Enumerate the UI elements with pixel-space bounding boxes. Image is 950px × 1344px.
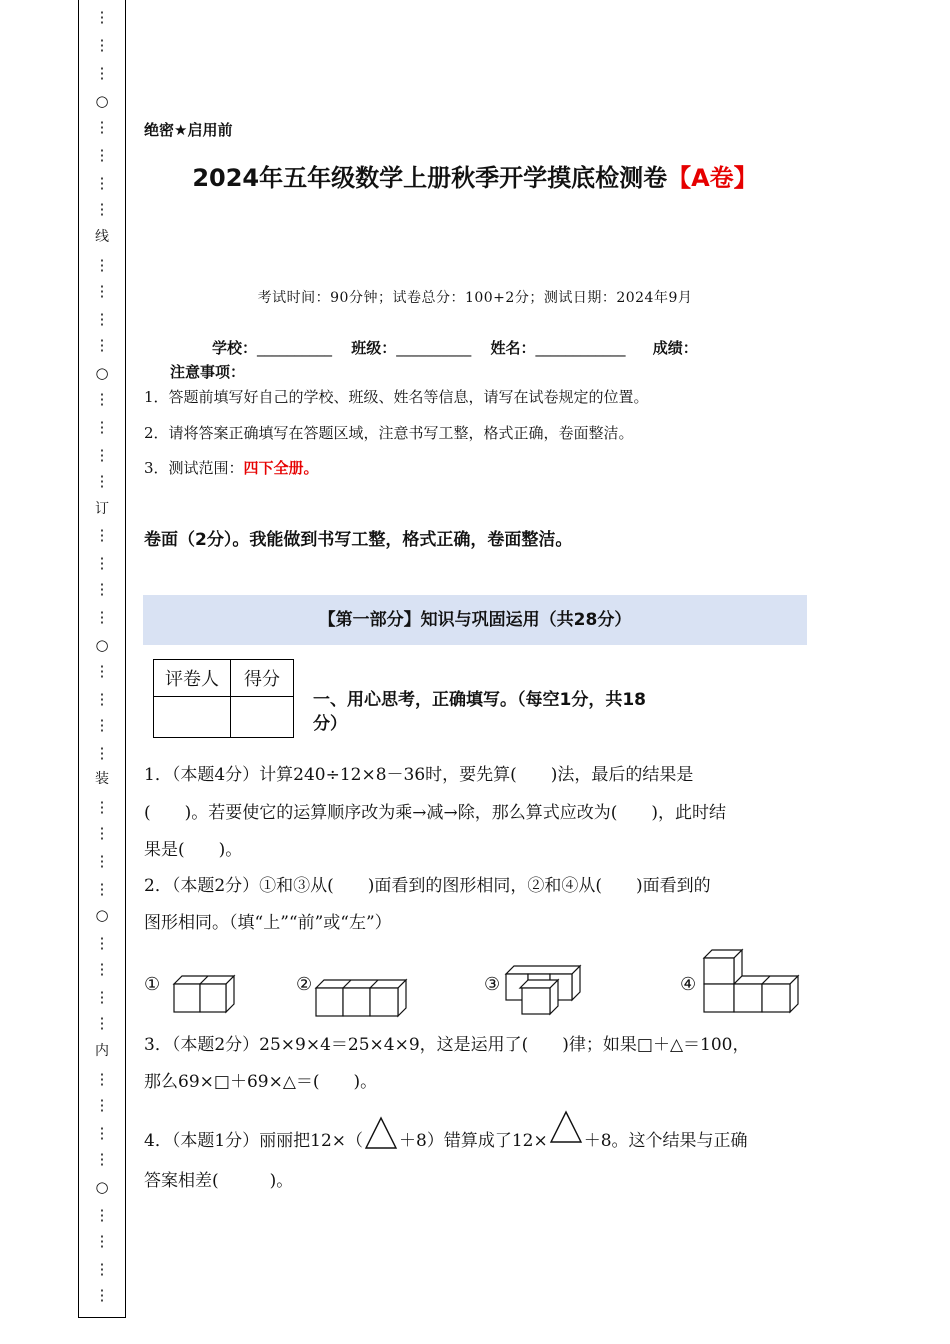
cube-figure-2 (312, 974, 410, 1018)
cube-figure-1 (170, 968, 240, 1016)
dots: ⋮ (94, 36, 110, 54)
dots: ⋮ (94, 1070, 110, 1088)
q4-part1: 4．（本题1分）丽丽把12×（ (144, 1131, 364, 1151)
grader-header: 评卷人 (154, 660, 231, 697)
q4-line1 (144, 1110, 748, 1154)
binding-label-zhuang: 装 (95, 771, 109, 787)
q1-line1: 1．（本题4分）计算240÷12×8－36时，要先算( )法，最后的结果是 (144, 765, 694, 785)
title-main: 2024年五年级数学上册秋季开学摸底检测卷 (192, 164, 668, 192)
circle-mark: ○ (95, 636, 109, 654)
dots: ⋮ (94, 336, 110, 354)
school-blank[interactable]: __________ (257, 339, 333, 357)
cube-group-1 (174, 976, 234, 1012)
q2-line1: 2．（本题2分）①和③从( )面看到的图形相同，②和④从( )面看到的 (144, 876, 711, 896)
circle-mark: ○ (95, 364, 109, 382)
name-label: 姓名： (490, 339, 536, 357)
circle-mark: ○ (95, 92, 109, 110)
neatness-note: 卷面（2分）。我能做到书写工整，格式正确，卷面整洁。 (144, 530, 573, 550)
dots: ⋮ (94, 716, 110, 734)
cube-figure-4 (700, 948, 802, 1016)
dots: ⋮ (94, 446, 110, 464)
dots: ⋮ (94, 390, 110, 408)
note-item-3-prefix: 3．测试范围： (144, 459, 244, 477)
figure-label-3: ③ (484, 974, 501, 995)
binding-label-ding: 订 (95, 501, 109, 517)
cube-group-4 (704, 950, 798, 1012)
section-title-line1: 一、用心思考，正确填写。（每空1分，共18 (313, 690, 646, 710)
dots: ⋮ (94, 174, 110, 192)
dots: ⋮ (94, 852, 110, 870)
page-title (0, 158, 950, 193)
cube-figure-3 (500, 960, 586, 1018)
dots: ⋮ (94, 1150, 110, 1168)
school-label: 学校： (212, 339, 258, 357)
q1-line2: ( )。若要使它的运算顺序改为乘→减→除，那么算式应改为( )，此时结 (144, 803, 727, 823)
score-cell[interactable] (231, 697, 294, 738)
dots: ⋮ (94, 1286, 110, 1304)
dots: ⋮ (94, 1014, 110, 1032)
dots: ⋮ (94, 662, 110, 680)
dots: ⋮ (94, 118, 110, 136)
score-label: 成绩： (652, 339, 698, 357)
dots: ⋮ (94, 200, 110, 218)
dots: ⋮ (94, 824, 110, 842)
cube-group-2 (316, 980, 406, 1016)
figure-label-1: ① (144, 974, 161, 995)
dots: ⋮ (94, 744, 110, 762)
dots: ⋮ (94, 1096, 110, 1114)
dots: ⋮ (94, 1206, 110, 1224)
dots: ⋮ (94, 146, 110, 164)
grader-cell[interactable] (154, 697, 231, 738)
dots: ⋮ (94, 988, 110, 1006)
score-header: 得分 (231, 660, 294, 697)
note-item-3 (144, 457, 319, 478)
dots: ⋮ (94, 960, 110, 978)
triangle-icon (364, 1116, 398, 1150)
dots: ⋮ (94, 282, 110, 300)
dots: ⋮ (94, 64, 110, 82)
dots: ⋮ (94, 418, 110, 436)
note-item-1: 1．答题前填写好自己的学校、班级、姓名等信息，请写在试卷规定的位置。 (144, 388, 649, 406)
dots: ⋮ (94, 1124, 110, 1142)
grader-table (153, 659, 294, 738)
dots: ⋮ (94, 526, 110, 544)
dots: ⋮ (94, 580, 110, 598)
dots: ⋮ (94, 608, 110, 626)
note-item-2: 2．请将答案正确填写在答题区域，注意书写工整，格式正确，卷面整洁。 (144, 424, 634, 442)
class-label: 班级： (351, 339, 397, 357)
binding-label-nei: 内 (95, 1043, 109, 1059)
dots: ⋮ (94, 256, 110, 274)
circle-mark: ○ (95, 906, 109, 924)
info-fields (212, 337, 698, 358)
cube-group-3 (506, 966, 580, 1014)
binding-label-line: 线 (95, 229, 109, 245)
exam-info: 考试时间：90分钟；试卷总分：100+2分；测试日期：2024年9月 (257, 290, 693, 306)
name-blank[interactable]: ____________ (535, 339, 626, 357)
dots: ⋮ (94, 1232, 110, 1250)
title-tag: 【A卷】 (667, 164, 758, 192)
triangle-icon (549, 1110, 583, 1144)
circle-mark: ○ (95, 1178, 109, 1196)
dots: ⋮ (94, 472, 110, 490)
section-banner (143, 595, 807, 645)
q1-line3: 果是( )。 (144, 840, 243, 860)
class-blank[interactable]: __________ (396, 339, 472, 357)
dots: ⋮ (94, 8, 110, 26)
q3-line2: 那么69×□＋69×△＝( )。 (144, 1072, 378, 1092)
test-scope: 四下全册。 (243, 459, 319, 477)
figure-label-2: ② (296, 974, 313, 995)
section-title-line2: 分） (313, 714, 347, 734)
section-title (313, 688, 646, 736)
q2-line2: 图形相同。（填“上”“前”或“左”） (144, 913, 392, 933)
q4-line2: 答案相差( )。 (144, 1171, 294, 1191)
q3-line1: 3．（本题2分）25×9×4＝25×4×9，这是运用了( )律；如果□＋△＝100， (144, 1035, 750, 1055)
notes-heading: 注意事项： (170, 363, 246, 381)
figure-label-4: ④ (680, 974, 697, 995)
section-banner-title: 【第一部分】知识与巩固运用（共28分） (318, 610, 632, 630)
binding-margin (78, 0, 126, 1318)
dots: ⋮ (94, 798, 110, 816)
dots: ⋮ (94, 1260, 110, 1278)
dots: ⋮ (94, 310, 110, 328)
dots: ⋮ (94, 554, 110, 572)
dots: ⋮ (94, 690, 110, 708)
dots: ⋮ (94, 880, 110, 898)
secret-label: 绝密★启用前 (144, 121, 233, 139)
dots: ⋮ (94, 934, 110, 952)
q4-part2: ＋8）错算成了12× (399, 1131, 548, 1151)
q4-part3: ＋8。这个结果与正确 (583, 1131, 748, 1151)
